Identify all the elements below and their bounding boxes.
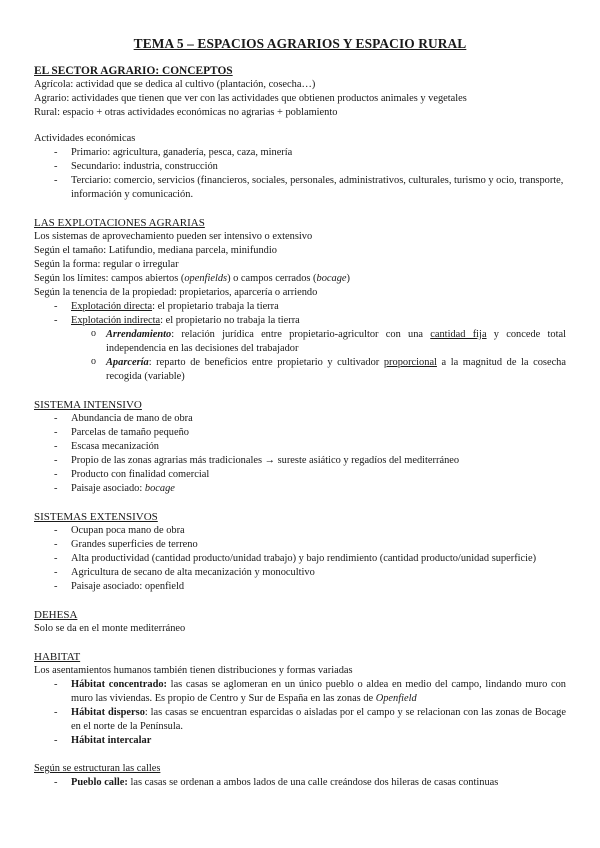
definition-rural: Rural: espacio + otras actividades económicas no agrarias + poblamiento <box>34 107 338 118</box>
paragraph-line: Solo se da en el monte mediterráneo <box>34 623 186 634</box>
bold-term: Arrendamiento <box>106 329 172 340</box>
section-heading-intensivo: SISTEMA INTENSIVO <box>34 399 142 411</box>
text-span: ) o campos cerrados ( <box>227 273 317 284</box>
bold-term: Aparcería <box>106 357 149 368</box>
list-item <box>34 356 566 384</box>
list-item: - Propio de las zonas agrarias más tradicionales → sureste asiático y regadíos del mediterráneo <box>34 454 566 468</box>
list-item: - Parcelas de tamaño pequeño <box>34 426 566 440</box>
tenencia-list <box>34 300 566 328</box>
italic-term: Openfield <box>375 693 417 704</box>
list-item: - Grandes superficies de terreno <box>34 538 566 552</box>
list-item: - Escasa mecanización <box>34 440 566 454</box>
text-span: las casas se ordenan a ambos lados de una calle creándose dos hileras de casas continuas <box>127 777 499 788</box>
list-item: - Agricultura de secano de alta mecanización y monocultivo <box>34 566 566 580</box>
text-span: : el propietario no trabaja la tierra <box>160 315 300 326</box>
italic-term: bocage <box>144 483 175 494</box>
document-page <box>34 36 566 790</box>
list-item: - Primario: agricultura, ganadería, pesca, caza, minería <box>34 146 566 160</box>
italic-term: bocage <box>316 273 347 284</box>
paragraph-line: Los asentamientos humanos también tienen distribuciones y formas variadas <box>34 665 353 676</box>
text-span: y concede total independencia en las decisiones del trabajador <box>106 329 566 354</box>
text-span: : reparto de beneficios entre propietario y cultivador <box>148 357 384 368</box>
habitat-list <box>34 678 566 748</box>
paragraph-line <box>34 272 566 286</box>
list-item <box>34 300 566 314</box>
section-heading-calles: Según se estructuran las calles <box>34 763 161 774</box>
intensivo-list <box>34 412 566 496</box>
bold-term: Hábitat intercalar <box>71 735 152 746</box>
text-span: las casas se aglomeran en un único pueblo o aldea en medio del campo, lindando muro con muro las viviendas. Es propio de Centro y Sur de España en las zonas de <box>71 679 566 704</box>
text-span: Según los límites: campos abiertos ( <box>34 273 185 284</box>
section-heading-sector: EL SECTOR AGRARIO: CONCEPTOS <box>34 65 233 77</box>
text-span: : el propietario trabaja la tierra <box>152 301 279 312</box>
section-heading-extensivos: SISTEMAS EXTENSIVOS <box>34 511 158 523</box>
paragraph-line: Según el tamaño: Latifundio, mediana parcela, minifundio <box>34 245 277 256</box>
paragraph-line: Según la forma: regular o irregular <box>34 259 179 270</box>
section-heading-dehesa: DEHESA <box>34 609 78 621</box>
list-item: - Abundancia de mano de obra <box>34 412 566 426</box>
list-item <box>34 706 566 734</box>
bold-term: Hábitat disperso <box>71 707 145 718</box>
paragraph-line: Según la tenencia de la propiedad: propietarios, aparcería o arriendo <box>34 287 318 298</box>
italic-term: openfields <box>184 273 228 284</box>
list-item: - Ocupan poca mano de obra <box>34 524 566 538</box>
page-title: TEMA 5 – ESPACIOS AGRARIOS Y ESPACIO RURAL <box>133 36 467 51</box>
paragraph-line: Los sistemas de aprovechamiento pueden ser intensivo o extensivo <box>34 231 313 242</box>
text-span: : las casas se encuentran esparcidas o aisladas por el campo y se relacionan con las zonas de Bocage en el norte de la Península. <box>71 707 566 732</box>
definition-agricola: Agrícola: actividad que se dedica al cultivo (plantación, cosecha…) <box>34 79 316 90</box>
list-item <box>34 776 566 790</box>
list-item: - Terciario: comercio, servicios (financieros, sociales, personales, administrativos, culturales, turismo y ocio, transporte, información y comunicación. <box>34 174 566 202</box>
extensivos-list <box>34 524 566 594</box>
list-item <box>34 328 566 356</box>
activities-label: Actividades económicas <box>34 133 136 144</box>
calles-list <box>34 776 566 790</box>
indirecta-sublist <box>34 328 566 384</box>
list-item <box>34 482 566 496</box>
underlined-term: Explotación indirecta <box>71 315 161 326</box>
list-item <box>34 314 566 328</box>
bold-term: Pueblo calle: <box>71 777 128 788</box>
underlined-term: cantidad fija <box>430 329 487 340</box>
definition-agrario: Agrario: actividades que tienen que ver con las actividades que obtienen productos animales y vegetales <box>34 93 467 104</box>
text-span: : relación jurídica entre propietario-agricultor con una <box>171 329 431 340</box>
list-item: - Alta productividad (cantidad producto/unidad trabajo) y bajo rendimiento (cantidad producto/unidad superficie) <box>34 552 566 566</box>
list-item: - Secundario: industria, construcción <box>34 160 566 174</box>
list-item <box>34 734 566 748</box>
list-item: - Producto con finalidad comercial <box>34 468 566 482</box>
section-heading-habitat: HABITAT <box>34 651 81 663</box>
bold-term: Hábitat concentrado: <box>71 679 168 690</box>
text-span: a la magnitud de la cosecha recogida (variable) <box>106 357 566 382</box>
list-item <box>34 678 566 706</box>
text-span: ) <box>346 273 350 284</box>
list-item: - Paisaje asociado: openfield <box>34 580 566 594</box>
underlined-term: proporcional <box>383 357 437 368</box>
activities-list <box>34 146 566 202</box>
section-heading-explotaciones: LAS EXPLOTACIONES AGRARIAS <box>34 217 205 229</box>
text-span: Paisaje asociado: <box>71 483 145 494</box>
underlined-term: Explotación directa <box>71 301 153 312</box>
